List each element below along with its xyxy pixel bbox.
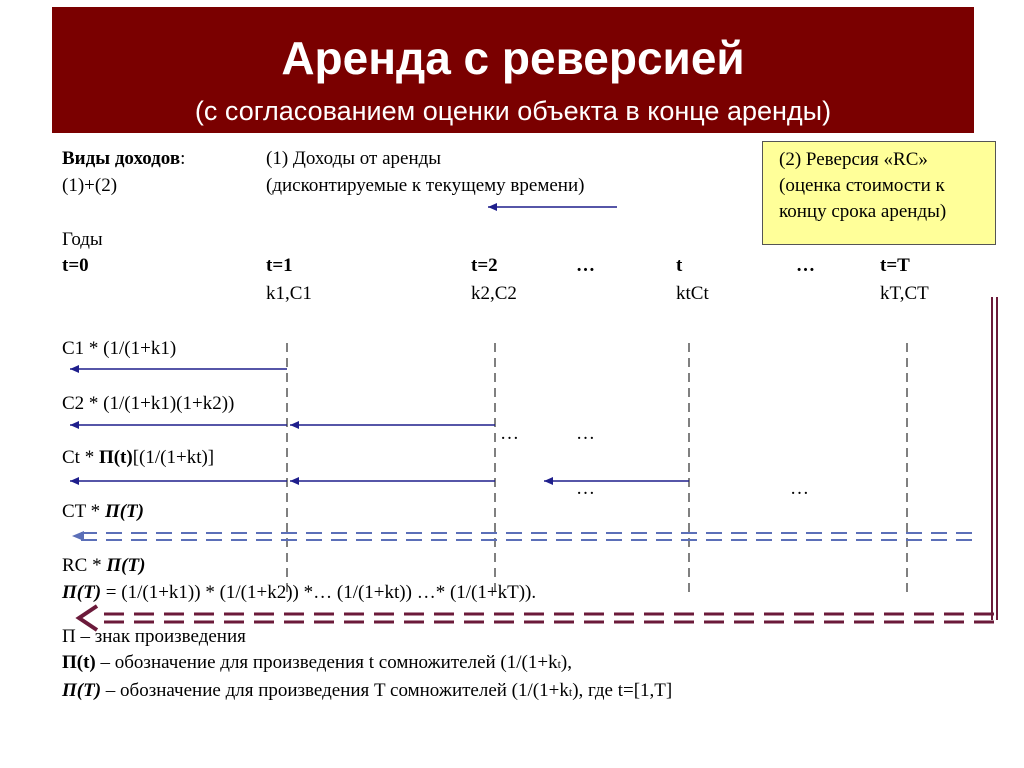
year-t0: t=0 xyxy=(62,255,89,276)
formula-rc: RC * П(T) xyxy=(62,555,146,576)
year-t1: t=1 xyxy=(266,255,293,276)
rent-income-note: (дисконтируемые к текущему времени) xyxy=(266,175,585,196)
reversion-line-2: (оценка стоимости к xyxy=(779,175,945,196)
year-ellipsis-1: … xyxy=(576,255,595,276)
income-types-label: Виды доходов: xyxy=(62,148,186,169)
arrow-c1-head xyxy=(70,365,79,373)
year-t: t xyxy=(676,255,683,276)
formula-product: П(T) = (1/(1+k1)) * (1/(1+k2)) *… (1/(1+kt)) …* (1/(1+kT)). xyxy=(62,582,537,603)
note-pi-sign: П – знак произведения xyxy=(62,626,246,647)
year-ellipsis-2: … xyxy=(796,255,815,276)
reversion-line-1: (2) Реверсия «RC» xyxy=(779,149,928,170)
rate-k1: k1,C1 xyxy=(266,283,312,304)
arrow-cT-head xyxy=(72,531,84,541)
ellipsis-row2-b: … xyxy=(790,478,809,499)
arrow-c2-a-head xyxy=(290,421,299,429)
ellipsis-row1-a: … xyxy=(500,423,519,444)
formula-ct: Ct * П(t)[(1/(1+kt)] xyxy=(62,447,215,468)
year-tT: t=T xyxy=(880,255,910,276)
arrow-ct-c-head xyxy=(70,477,79,485)
rate-k2: k2,C2 xyxy=(471,283,517,304)
ellipsis-row2-a: … xyxy=(576,478,595,499)
formula-c1: C1 * (1/(1+k1) xyxy=(62,338,177,359)
ellipsis-row1-b: … xyxy=(576,423,595,444)
year-t2: t=2 xyxy=(471,255,498,276)
arrow-ct-a-head xyxy=(544,477,553,485)
years-label: Годы xyxy=(62,229,103,250)
note-pi-T: П(T) – обозначение для произведения T сомножителей (1/(1+kt), где t=[1,T] xyxy=(62,680,673,701)
slide-title: Аренда с реверсией xyxy=(281,32,745,84)
discount-arrow-head xyxy=(488,203,497,211)
arrow-ct-b-head xyxy=(290,477,299,485)
slide-subtitle: (с согласованием оценки объекта в конце аренды) xyxy=(194,96,832,126)
formula-c2: C2 * (1/(1+k1)(1+k2)) xyxy=(62,393,235,414)
rent-income-title: (1) Доходы от аренды xyxy=(266,148,442,169)
income-sum: (1)+(2) xyxy=(62,175,118,196)
rate-kT: kT,CT xyxy=(880,283,929,304)
reversion-line-3: концу срока аренды) xyxy=(779,201,947,222)
arrow-rc-head xyxy=(79,606,97,630)
formula-cT: CT * П(T) xyxy=(62,501,144,522)
note-pi-t: П(t) – обозначение для произведения t сомножителей (1/(1+kt), xyxy=(62,652,572,673)
rate-kt: ktCt xyxy=(676,283,709,304)
arrow-c2-b-head xyxy=(70,421,79,429)
